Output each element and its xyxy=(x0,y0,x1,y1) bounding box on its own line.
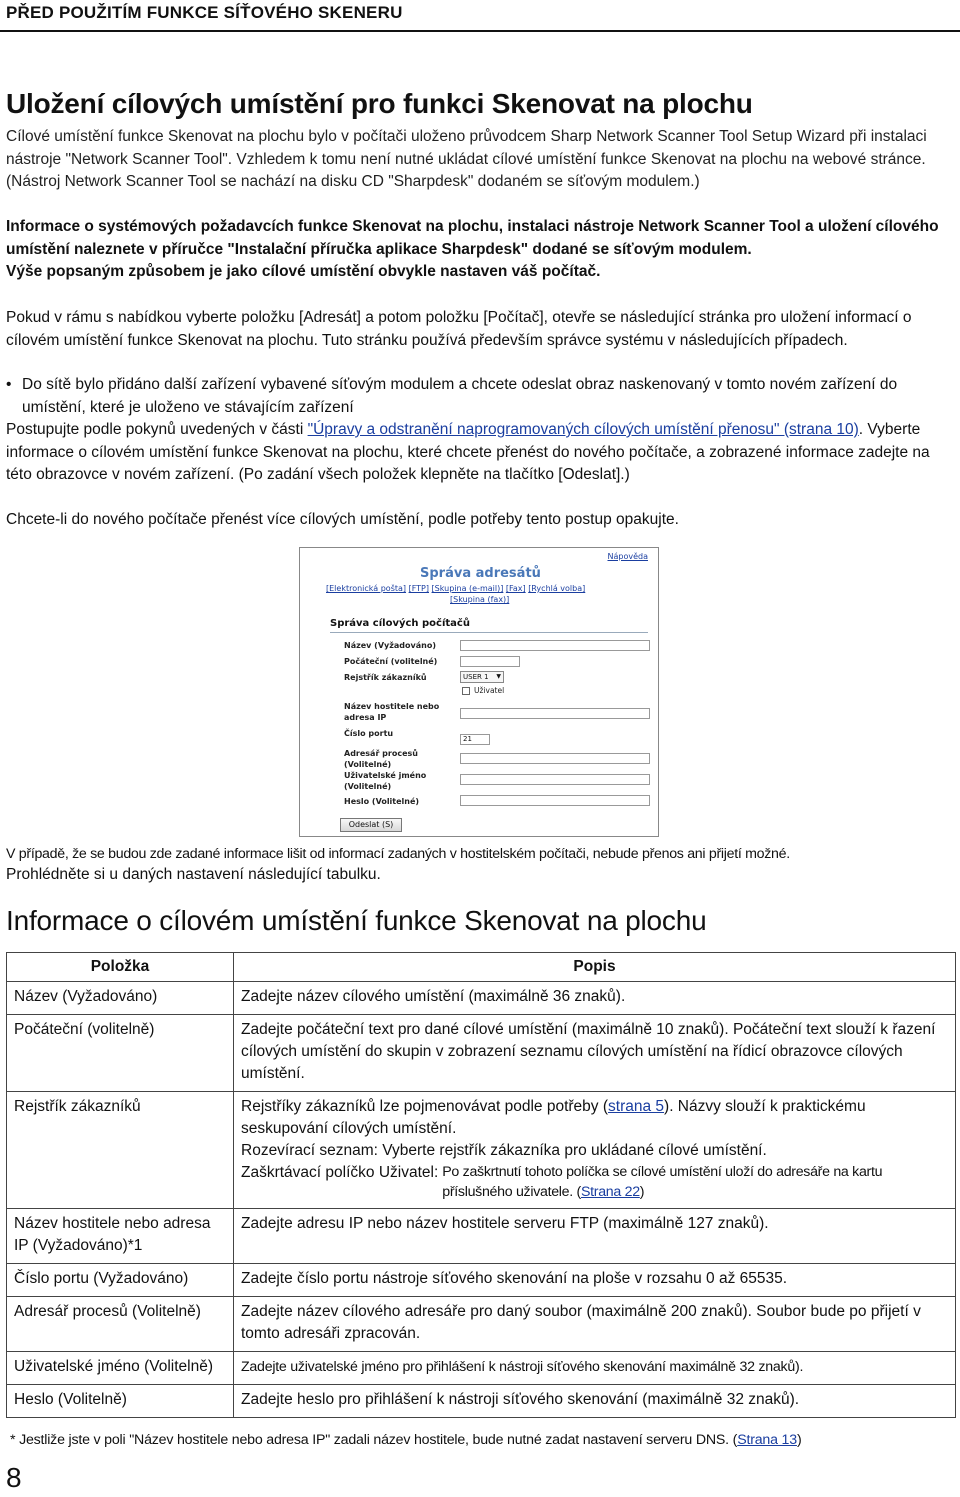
footnote-pre: * Jestliže jste v poli "Název hostitele nebo adresa IP" zadali název hostitele, bude nutné zadat nastavení serveru DNS. ( xyxy=(10,1432,738,1448)
item-cell: Název hostitele nebo adresa IP (Vyžadováno)*1 xyxy=(7,1209,234,1264)
label-password: Heslo (Volitelné) xyxy=(344,797,420,806)
intro-requirements: Informace o systémových požadavcích funkce Skenovat na plochu, instalaci nástroje Network Scanner Tool a uložení cílového umístění naleznete v příručce "Instalační příručka aplikace Sharpdesk" dodané se síťovým modulem. xyxy=(6,218,939,258)
procedure-text-post: . Vyberte informace o cílovém umístění funkce Skenovat na plochu, které chcete přenést do nového počítače, a zobrazené informace zadejte na této obrazovce v novém zařízení. (Po zadání všech položek klepněte na tlačítko [Odeslat].) xyxy=(6,421,930,483)
user-checkbox[interactable] xyxy=(462,687,470,695)
table-row xyxy=(7,1385,956,1418)
address-management-screenshot xyxy=(299,547,659,837)
table-header-row xyxy=(7,953,956,982)
item-cell: Uživatelské jméno (Volitelně) xyxy=(7,1352,234,1385)
bullet-dot: • xyxy=(6,376,12,393)
table-row xyxy=(7,1297,956,1352)
running-head: PŘED POUŽITÍM FUNKCE SÍŤOVÉHO SKENERU xyxy=(6,3,403,22)
help-link[interactable]: Nápověda xyxy=(607,552,648,561)
note-line-2: Prohlédněte si u daných nastavení následující tabulku. xyxy=(6,866,381,883)
index-desc-3-val-pre: Po zaškrtnutí tohoto políčka se cílové umístění uloží do adresáře na kartu příslušného uživatele. ( xyxy=(442,1164,883,1200)
table-row xyxy=(7,1209,956,1264)
user-input[interactable] xyxy=(460,774,650,785)
desc-cell: Zadejte název cílového adresáře pro daný soubor (maximálně 200 znaků). Soubor bude po přijetí v tomto adresáři zpracován. xyxy=(234,1297,956,1352)
screenshot-title: Správa adresátů xyxy=(420,566,541,581)
item-cell: Rejstřík zákazníků xyxy=(7,1092,234,1209)
item-cell: Počáteční (volitelně) xyxy=(7,1015,234,1092)
index-select[interactable] xyxy=(460,671,504,683)
desc-cell: Zadejte číslo portu nástroje síťového skenování na ploše v rozsahu 0 až 65535. xyxy=(234,1264,956,1297)
password-input[interactable] xyxy=(460,795,650,806)
header-rule xyxy=(0,30,960,32)
label-initial: Počáteční (volitelné) xyxy=(344,657,438,666)
item-cell: Adresář procesů (Volitelně) xyxy=(7,1297,234,1352)
address-nav-links-row2 xyxy=(450,595,509,604)
repeat-paragraph: Chcete-li do nového počítače přenést více cílových umístění, podle potřeby tento postup opakujte. xyxy=(6,511,679,528)
nav-ftp[interactable]: [FTP] xyxy=(408,584,429,593)
index-select-value: USER 1 xyxy=(463,673,489,681)
table-row xyxy=(7,1092,956,1209)
nav-fax[interactable]: [Fax] xyxy=(505,584,526,593)
page-13-link[interactable]: Strana 13 xyxy=(737,1432,797,1448)
procedure-paragraph xyxy=(6,419,956,487)
item-cell: Číslo portu (Vyžadováno) xyxy=(7,1264,234,1297)
desc-cell: Zadejte uživatelské jméno pro přihlášení k nástroji síťového skenování maximálně 32 znaků). xyxy=(234,1352,956,1385)
table-row xyxy=(7,1015,956,1092)
intro-default-note: Výše popsaným způsobem je jako cílové umístění obvykle nastaven váš počítač. xyxy=(6,263,601,280)
section-title: Uložení cílových umístění pro funkci Skenovat na plochu xyxy=(6,88,753,119)
note-line-1: V případě, že se budou zde zadané informace lišit od informací zadaných v hostitelském počítači, nebude přenos ani přijetí možné. xyxy=(6,846,790,862)
page-5-link[interactable]: strana 5 xyxy=(608,1098,665,1115)
index-desc-1 xyxy=(241,1096,948,1140)
label-dir: Adresář procesů (Volitelné) xyxy=(344,749,418,769)
index-desc-3 xyxy=(241,1162,948,1202)
page-number: 8 xyxy=(6,1462,22,1493)
user-checkbox-label: Uživatel xyxy=(474,686,505,695)
header-desc: Popis xyxy=(234,953,956,982)
intro-paragraph: Cílové umístění funkce Skenovat na plochu bylo v počítači uloženo průvodcem Sharp Network Scanner Tool Setup Wizard při instalaci nástroje "Network Scanner Tool". Vzhledem k tomu není nutné ukládat cílové umístění funkce Skenovat na plochu na webové stránce. (Nástroj Network Scanner Tool se nachází na disku CD "Sharpdesk" dodaném se síťovým modulem.) xyxy=(6,128,927,190)
screenshot-subtitle: Správa cílových počítačů xyxy=(330,618,470,629)
footnote xyxy=(10,1432,956,1448)
index-desc-3-val xyxy=(438,1162,948,1202)
nav-group-fax[interactable]: [Skupina (fax)] xyxy=(450,595,510,604)
initial-input[interactable] xyxy=(460,656,520,667)
desc-cell: Zadejte počáteční text pro dané cílové umístění (maximálně 10 znaků). Počáteční text slouží k řazení cílových umístění do skupin v zobrazení seznamu cílových umístění na řídicí obrazovce cílových umístění. xyxy=(234,1015,956,1092)
desc-cell xyxy=(234,1092,956,1209)
label-user: Uživatelské jméno (Volitelné) xyxy=(344,771,427,791)
label-host: Název hostitele nebo adresa IP xyxy=(344,702,440,722)
desc-cell: Zadejte heslo pro přihlášení k nástroji síťového skenování (maximálně 32 znaků). xyxy=(234,1385,956,1418)
table-row xyxy=(7,1352,956,1385)
item-cell: Heslo (Volitelně) xyxy=(7,1385,234,1418)
info-table xyxy=(6,952,956,1418)
page-22-link[interactable]: Strana 22 xyxy=(580,1184,640,1200)
item-cell: Název (Vyžadováno) xyxy=(7,982,234,1015)
nav-group-email[interactable]: [Skupina (e-mail)] xyxy=(431,584,504,593)
address-nav-links xyxy=(326,584,585,593)
label-port: Číslo portu xyxy=(344,729,394,738)
name-input[interactable] xyxy=(460,640,650,651)
bullet-text: Do sítě bylo přidáno další zařízení vybavené síťovým modulem a chcete odeslat obraz naskenovaný v tomto novém zařízení do umístění, které je uloženo ve stávajícím zařízení xyxy=(22,376,898,416)
procedure-text-pre: Postupujte podle pokynů uvedených v části xyxy=(6,421,308,438)
cross-reference-link[interactable]: "Úpravy a odstranění naprogramovaných cílových umístění přenosu" (strana 10) xyxy=(307,421,859,438)
index-desc-3-val-post: ) xyxy=(639,1184,645,1200)
index-desc-1-post: ). Názvy slouží k praktickému seskupování cílových umístění. xyxy=(241,1098,866,1137)
table-title: Informace o cílovém umístění funkce Skenovat na plochu xyxy=(6,905,707,936)
host-input[interactable] xyxy=(460,708,650,719)
dir-input[interactable] xyxy=(460,753,650,764)
header-item: Položka xyxy=(7,953,234,982)
index-desc-3-key: Zaškrtávací políčko Uživatel: xyxy=(241,1164,439,1181)
nav-email[interactable]: [Elektronická pošta] xyxy=(326,584,407,593)
label-index: Rejstřík zákazníků xyxy=(344,673,427,682)
table-row xyxy=(7,982,956,1015)
desc-cell: Zadejte adresu IP nebo název hostitele serveru FTP (maximálně 127 znaků). xyxy=(234,1209,956,1264)
port-input[interactable]: 21 xyxy=(460,734,490,745)
chevron-down-icon: ▼ xyxy=(496,673,501,680)
table-row xyxy=(7,1264,956,1297)
instructions-paragraph: Pokud v rámu s nabídkou vyberte položku [Adresát] a potom položku [Počítač], otevře se následující stránka pro uložení informací o cílovém umístění funkce Skenovat na plochu. Tuto stránku používá především správce systému v následujících případech. xyxy=(6,309,912,349)
desc-cell: Zadejte název cílového umístění (maximálně 36 znaků). xyxy=(234,982,956,1015)
footnote-post: ) xyxy=(796,1432,802,1448)
subtitle-rule xyxy=(330,632,648,633)
nav-speed-dial[interactable]: [Rychlá volba] xyxy=(528,584,586,593)
submit-button[interactable]: Odeslat (S) xyxy=(340,818,402,832)
index-desc-1-pre: Rejstříky zákazníků lze pojmenovávat podle potřeby ( xyxy=(241,1098,609,1115)
label-name: Název (Vyžadováno) xyxy=(344,641,436,650)
bullet-item xyxy=(6,374,956,419)
index-desc-2: Rozevírací seznam: Vyberte rejstřík zákazníka pro ukládané cílové umístění. xyxy=(241,1142,767,1159)
